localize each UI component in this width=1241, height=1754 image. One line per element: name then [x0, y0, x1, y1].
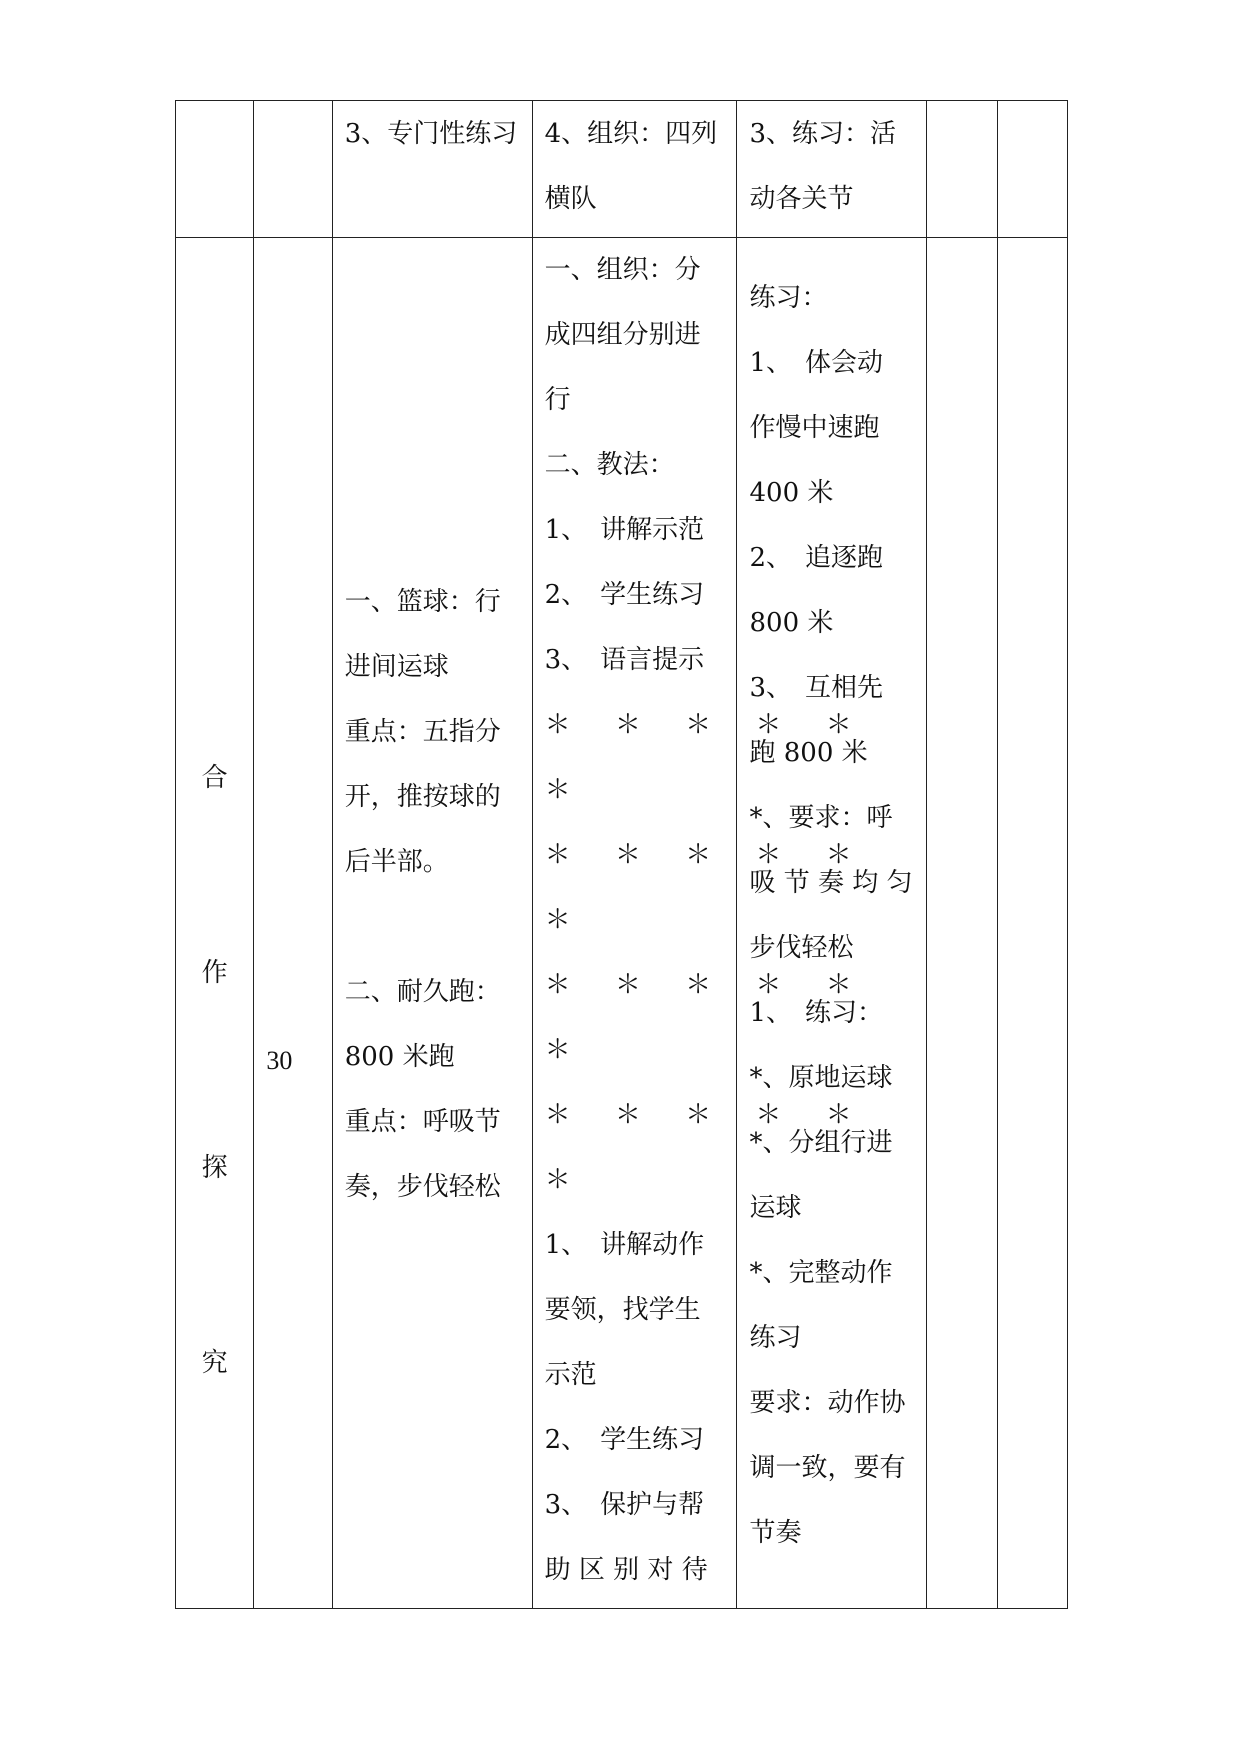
section-char: 究: [201, 1348, 228, 1378]
practice-line: 练习: [749, 1323, 802, 1353]
organization-line: 成四组分别进: [544, 320, 701, 350]
practice-line: 1、 体会动: [749, 348, 884, 378]
time-cell-empty: [254, 101, 332, 238]
organization-line: 二、教法：: [544, 450, 675, 480]
practice-line: 步伐轻松: [749, 933, 854, 963]
formation-row: ＊: [544, 905, 589, 935]
practice-line: *、原地运球: [749, 1063, 893, 1093]
section-char: 合: [201, 763, 228, 793]
organization-line: 行: [544, 385, 571, 415]
practice-line: *、要求：呼: [749, 803, 893, 833]
formation-row: ＊: [544, 1035, 589, 1065]
practice-line: 3、 互相先: [749, 673, 884, 703]
practice-line: *、分组行进: [749, 1128, 893, 1158]
organization-line: 横队: [544, 184, 597, 214]
organization-line: 示范: [544, 1360, 597, 1390]
formation-row: ＊ ＊ ＊ ＊ ＊: [544, 970, 870, 1000]
blank-cell: [997, 101, 1067, 238]
organization-line: 2、 学生练习: [544, 580, 705, 610]
content-cell: [332, 238, 532, 1609]
organization-line: 1、 讲解动作: [544, 1230, 705, 1260]
table-row: [176, 101, 1068, 238]
formation-row: ＊ ＊ ＊ ＊ ＊: [544, 840, 870, 870]
practice-line: 练习：: [749, 283, 828, 313]
organization-line: 2、 学生练习: [544, 1425, 705, 1455]
content-cell: [332, 101, 532, 238]
content-line: 进间运球: [344, 652, 449, 682]
practice-line: 作慢中速跑: [749, 413, 880, 443]
practice-line: 800 米: [749, 608, 834, 638]
blank-cell: [997, 238, 1067, 1609]
practice-line: 1、 练习：: [749, 998, 884, 1028]
content-line: 奏，步伐轻松: [344, 1172, 501, 1202]
organization-line: 1、 讲解示范: [544, 515, 705, 545]
practice-cell: [737, 238, 927, 1609]
practice-line: 跑 800 米: [749, 738, 868, 768]
section-char: 探: [201, 1153, 228, 1183]
table-row: [176, 238, 1068, 1609]
time-cell: [254, 238, 332, 1609]
practice-line: 运球: [749, 1193, 802, 1223]
blank-cell: [927, 238, 997, 1609]
practice-cell: [737, 101, 927, 238]
section-cell: [176, 238, 254, 1609]
practice-line: 动各关节: [749, 184, 854, 214]
practice-line: 要求：动作协: [749, 1388, 906, 1418]
formation-row: ＊: [544, 775, 589, 805]
section-cell-empty: [176, 101, 254, 238]
section-char: 作: [201, 958, 228, 988]
content-line: 开，推按球的: [344, 782, 501, 812]
practice-line: 2、 追逐跑: [749, 543, 884, 573]
spacer: [345, 895, 522, 960]
time-value: 30: [266, 1046, 293, 1075]
lesson-plan-table: [175, 100, 1068, 1609]
organization-line: 3、 语言提示: [544, 645, 705, 675]
practice-line: 节奏: [749, 1518, 802, 1548]
organization-cell: [532, 101, 737, 238]
formation-row: ＊ ＊ ＊ ＊ ＊: [544, 710, 870, 740]
practice-line: 调一致，要有: [749, 1453, 906, 1483]
practice-line: 3、练习：活: [749, 119, 897, 149]
content-line: 重点：呼吸节: [344, 1107, 501, 1137]
organization-line: 助 区 别 对 待: [544, 1555, 708, 1585]
practice-line: 400 米: [749, 478, 834, 508]
content-line: 800 米跑: [344, 1042, 455, 1072]
content-line: 二、耐久跑：: [344, 977, 501, 1007]
organization-line: 要领，找学生: [544, 1295, 701, 1325]
practice-line: 吸 节 奏 均 匀: [749, 868, 913, 898]
practice-line: *、完整动作: [749, 1258, 893, 1288]
formation-row: ＊: [544, 1165, 589, 1195]
blank-cell: [927, 101, 997, 238]
content-text: 3、专门性练习: [344, 119, 518, 149]
content-line: 重点：五指分: [344, 717, 501, 747]
formation-row: ＊ ＊ ＊ ＊ ＊: [544, 1100, 870, 1130]
content-line: 一、篮球：行: [344, 587, 501, 617]
organization-line: 4、组织：四列: [544, 119, 718, 149]
organization-line: 3、 保护与帮: [544, 1490, 705, 1520]
content-line: 后半部。: [344, 847, 449, 877]
organization-line: 一、组织：分: [544, 255, 701, 285]
